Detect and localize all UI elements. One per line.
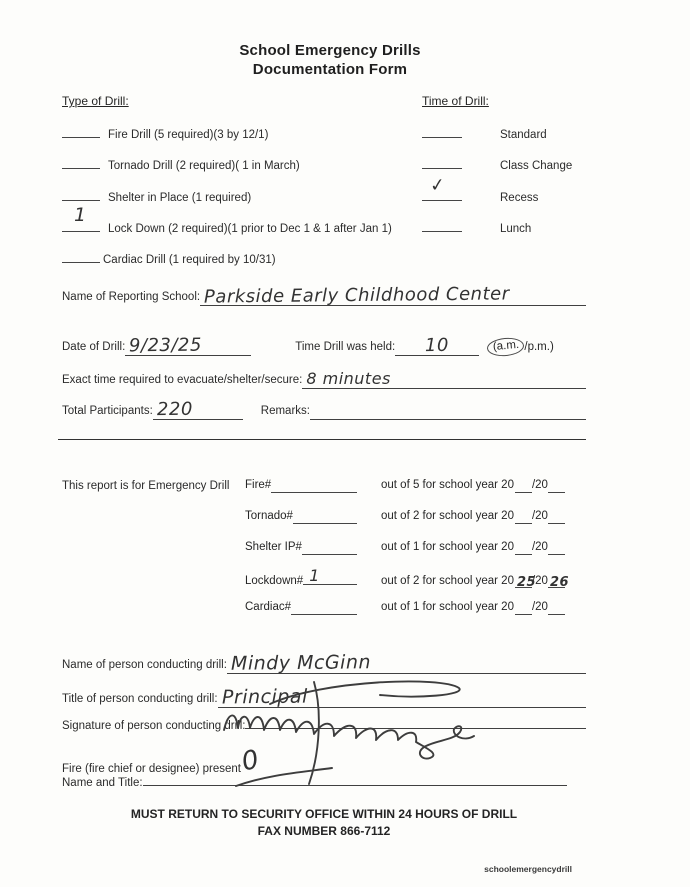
school-field-label: Name of Reporting School: <box>62 291 201 303</box>
recess-checkmark: ✓ <box>428 174 447 197</box>
time-row-standard <box>422 124 547 141</box>
remarks-line <box>310 401 586 420</box>
report-row-lockdown <box>245 566 570 590</box>
report-lockdown-year1: 25 <box>516 575 537 590</box>
class-change-check-blank <box>422 155 462 169</box>
report-shelter-mid: /20 <box>531 541 548 553</box>
cardiac-label: Cardiac Drill (1 required by 10/31) <box>103 254 276 266</box>
recess-label: Recess <box>500 192 539 204</box>
conducting-name-value: Mindy McGinn <box>230 651 372 675</box>
pm-text: /p.m.) <box>524 341 554 353</box>
report-fire-year2-blank <box>548 479 565 493</box>
footer-corner-note: schoolemergencydrill <box>484 864 572 874</box>
report-shelter-out: out of 1 for school year 20 <box>381 541 514 553</box>
tornado-drill-label: Tornado Drill (2 required)( 1 in March) <box>108 160 300 172</box>
evacuate-field-label: Exact time required to evacuate/shelter/secure: <box>62 374 303 386</box>
report-shelter-year2-blank <box>548 541 565 555</box>
school-field-line <box>200 283 586 308</box>
time-held-line <box>395 336 479 356</box>
standard-label: Standard <box>500 129 547 141</box>
fire-official-label-line2: Name and Title: <box>62 777 143 789</box>
report-cardiac-year2-blank <box>548 601 565 615</box>
participants-line <box>153 400 243 420</box>
report-fire-out: out of 5 for school year 20 <box>381 479 514 491</box>
report-tornado-year2-blank <box>548 510 565 524</box>
report-lockdown-year2-blank <box>548 574 570 590</box>
report-cardiac-mid: /20 <box>531 601 548 613</box>
report-tornado-blank <box>293 510 357 524</box>
report-lockdown-name: Lockdown# <box>245 575 304 587</box>
form-title-line1: School Emergency Drills <box>239 42 421 59</box>
type-row-tornado <box>62 155 300 172</box>
report-cardiac-name: Cardiac# <box>245 601 292 613</box>
lunch-label: Lunch <box>500 223 532 235</box>
report-shelter-name: Shelter IP# <box>245 541 302 553</box>
tornado-drill-count-blank <box>62 155 100 169</box>
shelter-count-blank <box>62 187 100 201</box>
footer-fax-number: FAX NUMBER 866-7112 <box>257 824 391 838</box>
fire-official-label-line1: Fire (fire chief or designee) present <box>62 763 241 775</box>
report-tornado-year1-blank <box>515 510 532 524</box>
report-fire-blank <box>271 479 357 493</box>
lockdown-count-blank <box>62 204 100 232</box>
report-lockdown-year2: 26 <box>549 575 570 590</box>
participants-value: 220 <box>156 398 193 421</box>
report-lockdown-num: 1 <box>309 566 320 585</box>
footer-return-notice: MUST RETURN TO SECURITY OFFICE WITHIN 24 HOURS OF DRILL <box>130 807 518 821</box>
report-lockdown-out: out of 2 for school year 20 <box>381 575 514 587</box>
participants-remarks-row <box>62 400 586 420</box>
form-title-line2: Documentation Form <box>252 61 408 78</box>
conducting-title-label: Title of person conducting drill: <box>62 693 218 705</box>
report-row-tornado <box>245 510 565 524</box>
date-field-label: Date of Drill: <box>62 341 126 353</box>
class-change-label: Class Change <box>500 160 573 172</box>
cardiac-count-blank <box>62 249 100 263</box>
type-row-cardiac <box>62 249 276 266</box>
report-shelter-blank <box>302 541 357 555</box>
report-lockdown-year1-blank <box>515 574 537 590</box>
date-time-row <box>62 336 586 357</box>
report-tornado-out: out of 2 for school year 20 <box>381 510 514 522</box>
type-row-shelter <box>62 187 251 204</box>
report-tornado-mid: /20 <box>531 510 548 522</box>
report-row-cardiac <box>245 601 565 615</box>
shelter-label: Shelter in Place (1 required) <box>108 192 252 204</box>
standard-check-blank <box>422 124 462 138</box>
participants-label: Total Participants: <box>62 405 153 417</box>
report-lockdown-mid: /20 <box>531 575 548 587</box>
date-field-line <box>125 336 251 356</box>
time-of-drill-heading: Time of Drill: <box>422 94 489 108</box>
report-cardiac-blank <box>291 601 357 615</box>
conducting-title-value: Principal <box>221 685 308 709</box>
ampm-options <box>487 339 554 357</box>
report-row-shelter <box>245 541 565 555</box>
recess-check-blank <box>422 174 462 201</box>
remarks-label: Remarks: <box>260 405 310 417</box>
report-fire-mid: /20 <box>531 479 548 491</box>
report-fire-year1-blank <box>515 479 532 493</box>
date-field-value: 9/23/25 <box>129 334 203 357</box>
school-field-value: Parkside Early Childhood Center <box>203 283 510 308</box>
section-divider <box>58 439 586 440</box>
evacuate-field-row <box>62 370 586 389</box>
lockdown-count-value: 1 <box>74 204 87 226</box>
lunch-check-blank <box>422 218 462 232</box>
fire-official-value: 0 <box>239 744 262 778</box>
time-held-value: 10 <box>425 334 450 357</box>
report-cardiac-year1-blank <box>515 601 532 615</box>
time-held-label: Time Drill was held: <box>295 341 396 353</box>
conducting-name-label: Name of person conducting drill: <box>62 659 227 671</box>
report-lockdown-blank <box>303 566 357 585</box>
school-field-row <box>62 283 586 308</box>
report-fire-name: Fire# <box>245 479 272 491</box>
type-of-drill-heading: Type of Drill: <box>62 94 129 108</box>
report-section-label: This report is for Emergency Drill <box>62 480 230 492</box>
fire-official-line <box>143 785 567 786</box>
report-cardiac-out: out of 1 for school year 20 <box>381 601 514 613</box>
evacuate-field-line <box>302 370 586 389</box>
report-shelter-year1-blank <box>515 541 532 555</box>
time-row-class-change <box>422 155 572 172</box>
evacuate-field-value: 8 minutes <box>306 369 391 388</box>
type-row-lockdown <box>62 204 392 235</box>
type-row-fire <box>62 124 268 141</box>
time-row-recess <box>422 174 539 204</box>
report-row-fire <box>245 479 565 493</box>
fire-official-row <box>62 777 567 789</box>
fire-drill-label: Fire Drill (5 required)(3 by 12/1) <box>108 129 269 141</box>
time-row-lunch <box>422 218 531 235</box>
fire-drill-count-blank <box>62 124 100 138</box>
conducting-signature-label: Signature of person conducting drill: <box>62 720 246 732</box>
am-circle-annotation: (a.m. <box>486 336 525 357</box>
report-tornado-name: Tornado# <box>245 510 293 522</box>
lockdown-label: Lock Down (2 required)(1 prior to Dec 1 & 1 after Jan 1) <box>108 223 392 235</box>
